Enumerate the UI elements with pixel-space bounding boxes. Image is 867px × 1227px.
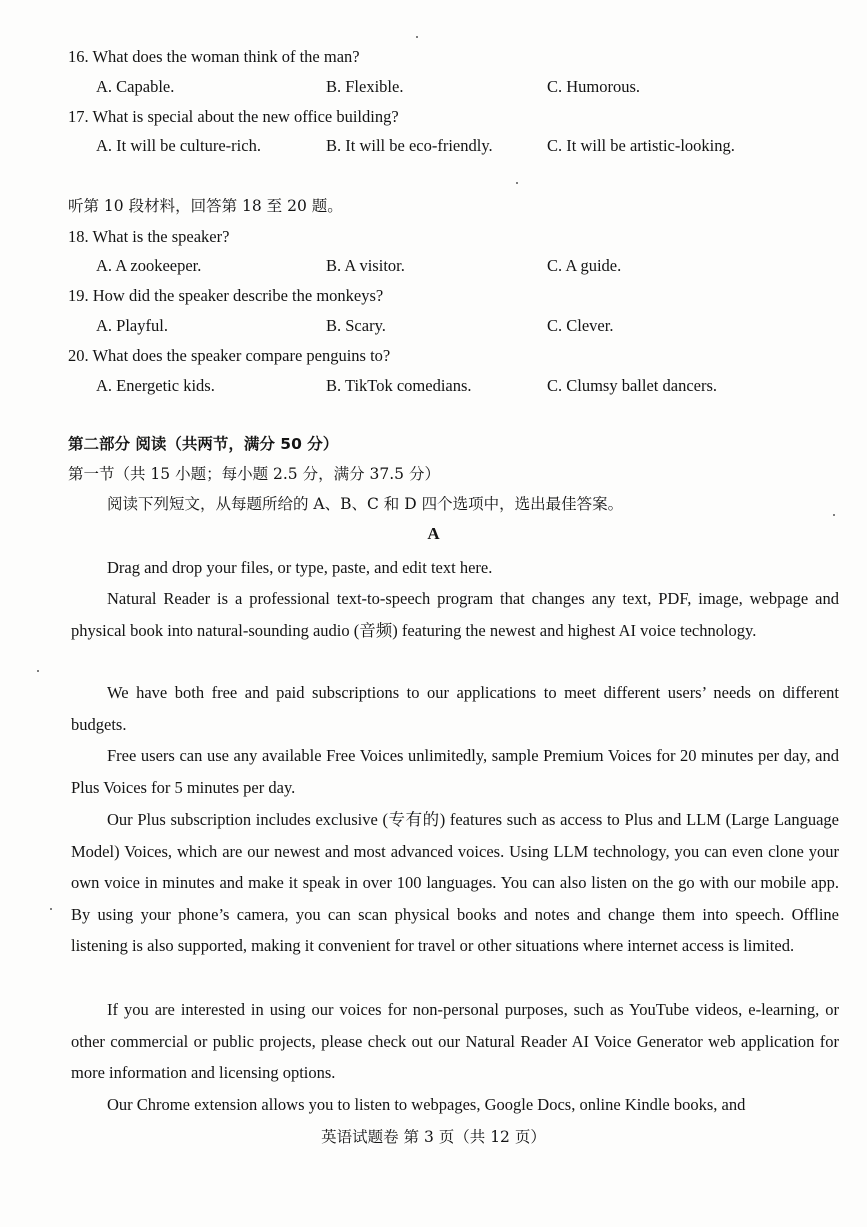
reading-part-title: 第二部分 阅读（共两节，满分 50 分） (68, 435, 339, 453)
scan-speck (516, 182, 518, 184)
q18-option-c: C. A guide. (547, 256, 622, 275)
reading-section-title: 第一节（共 15 小题；每小题 2.5 分，满分 37.5 分） (68, 465, 440, 483)
q17-option-c: C. It will be artistic-looking. (547, 136, 735, 155)
q20-option-b: B. TikTok comedians. (326, 376, 472, 395)
scan-speck (833, 514, 835, 516)
q16-option-b: B. Flexible. (326, 77, 404, 96)
listening-section-10-instruction: 听第 10 段材料，回答第 18 至 20 题。 (68, 197, 343, 215)
q19-option-c: C. Clever. (547, 316, 614, 335)
q19-option-a: A. Playful. (96, 316, 168, 335)
scan-speck (50, 908, 52, 910)
passage-paragraph-6: If you are interested in using our voices for non-personal purposes, such as YouTube videos, e-learning, or other commercial or public projects, please check out our Natural Reader AI Voice Generator web application for more information and licensing options. (71, 1000, 839, 1082)
question-19: 19. How did the speaker describe the monkeys? (68, 286, 384, 305)
passage-paragraph-3: We have both free and paid subscriptions to our applications to meet different users’ needs on different budgets. (71, 683, 839, 734)
q17-option-b: B. It will be eco-friendly. (326, 136, 493, 155)
passage-paragraph-5: Our Plus subscription includes exclusive (专有的) features such as access to Plus and LLM (Large Language Model) Voices, which are our newest and most advanced voices. Using LLM technology, you can even clone your own voice in minutes and make it speak in over 100 languages. You can also listen on the go with our mobile app. By using your phone’s camera, you can scan physical books and notes and change them into speech. Offline listening is also supported, making it convenient for travel or other situations where internet access is limited. (71, 810, 839, 955)
q18-option-a: A. A zookeeper. (96, 256, 202, 275)
scan-speck (416, 36, 418, 38)
reading-instruction: 阅读下列短文，从每题所给的 A、B、C 和 D 四个选项中，选出最佳答案。 (107, 495, 624, 513)
q17-option-a: A. It will be culture-rich. (96, 136, 261, 155)
q16-option-c: C. Humorous. (547, 77, 641, 96)
page-footer: 英语试题卷 第 3 页（共 12 页） (321, 1128, 546, 1146)
question-18: 18. What is the speaker? (68, 227, 230, 246)
scan-speck (37, 670, 39, 672)
q20-option-c: C. Clumsy ballet dancers. (547, 376, 718, 395)
passage-paragraph-7: Our Chrome extension allows you to listen to webpages, Google Docs, online Kindle books, and (107, 1095, 746, 1114)
q18-option-b: B. A visitor. (326, 256, 405, 275)
q19-option-b: B. Scary. (326, 316, 386, 335)
passage-paragraph-4: Free users can use any available Free Voices unlimitedly, sample Premium Voices for 20 minutes per day, and Plus Voices for 5 minutes per day. (71, 746, 839, 797)
passage-paragraph-2: Natural Reader is a professional text-to-speech program that changes any text, PDF, image, webpage and physical book into natural-sounding audio (音频) featuring the newest and highest AI voice technology. (71, 589, 839, 640)
question-16: 16. What does the woman think of the man? (68, 47, 360, 66)
passage-label: A (427, 524, 440, 543)
question-20: 20. What does the speaker compare penguins to? (68, 346, 391, 365)
passage-paragraph-1: Drag and drop your files, or type, paste, and edit text here. (107, 558, 493, 577)
q20-option-a: A. Energetic kids. (96, 376, 215, 395)
q16-option-a: A. Capable. (96, 77, 175, 96)
question-17: 17. What is special about the new office building? (68, 107, 399, 126)
